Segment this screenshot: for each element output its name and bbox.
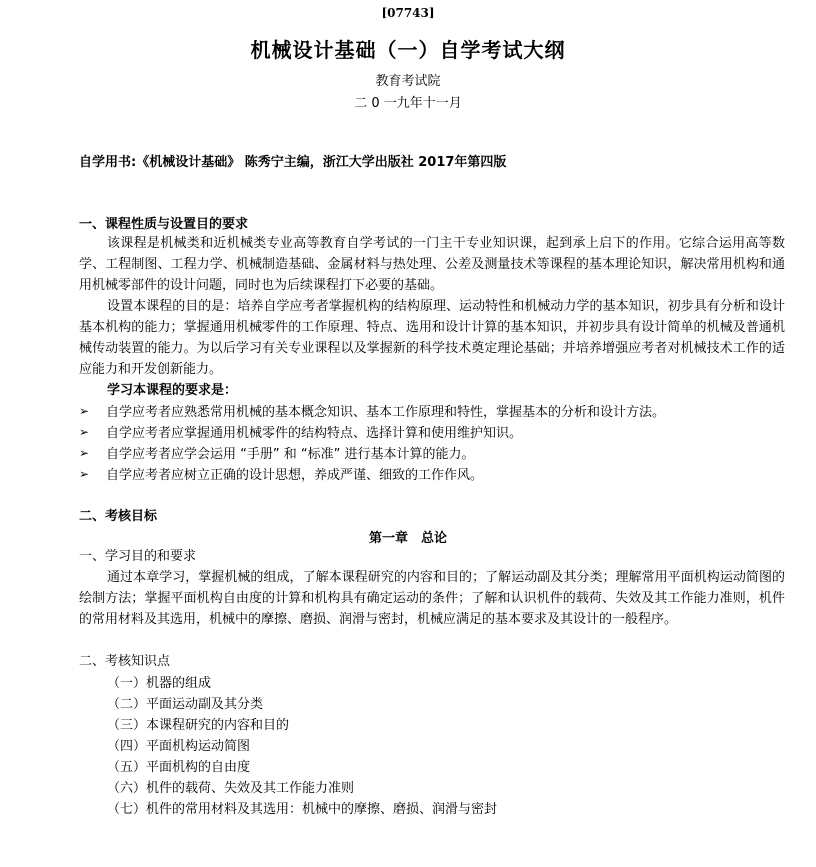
bullet-arrow-icon: ➢ — [79, 424, 90, 439]
bullet-arrow-icon: ➢ — [79, 403, 90, 418]
section1-paragraph-1: 该课程是机械类和近机械类专业高等教育自学考试的一门主干专业知识课，起到承上启下的作用。它综合运用高等数学、工程制图、工程力学、机械制造基础、金属材料与热处理、公差及测量技术等课程的基本理论知识，解决常用机构和通用机械零部件的设计问题，同时也为后续课程打下必要的基础。 — [79, 236, 785, 293]
bullet-text: 自学应考者应树立正确的设计思想，养成严谨、细致的工作作风。 — [106, 468, 484, 483]
sub1-paragraph: 通过本章学习，掌握机械的组成，了解本课程研究的内容和目的；了解运动副及其分类；理解常用平面机构运动简图的绘制方法；掌握平面机构自由度的计算和机构具有确定运动的条件；了解和认识机件的载荷、失效及其工作能力准则，机件的常用材料及其选用，机械中的摩擦、磨损、润滑与密封，机械应满足的基本要求及其设计的一般程序。 — [79, 570, 785, 627]
textbook-line: 自学用书:《机械设计基础》 陈秀宁主编，浙江大学出版社 2017年第四版 — [79, 155, 507, 170]
knowledge-point-item: （四）平面机构运动简图 — [107, 739, 251, 754]
list-item — [79, 464, 483, 483]
bullet-arrow-icon: ➢ — [79, 445, 90, 460]
issuer: 教育考试院 — [375, 74, 441, 89]
issue-date: 二 0 一九年十一月 — [354, 96, 462, 111]
section2-heading: 二、考核目标 — [79, 509, 158, 524]
knowledge-point-item: （一）机器的组成 — [107, 676, 212, 691]
knowledge-point-item: （五）平面机构的自由度 — [107, 760, 251, 775]
bullet-arrow-icon: ➢ — [79, 466, 90, 481]
knowledge-point-item: （二）平面运动副及其分类 — [107, 697, 264, 712]
list-item — [79, 443, 474, 462]
requirements-heading: 学习本课程的要求是： — [107, 383, 238, 398]
knowledge-point-item: （六）机件的载荷、失效及其工作能力准则 — [107, 781, 355, 796]
bullet-text: 自学应考者应熟悉常用机械的基本概念知识、基本工作原理和特性，掌握基本的分析和设计方法。 — [106, 405, 666, 420]
list-item — [79, 401, 665, 420]
sub1-heading: 一、学习目的和要求 — [79, 549, 197, 564]
document-title: 机械设计基础（一）自学考试大纲 — [250, 38, 566, 62]
section1-paragraph-2: 设置本课程的目的是：培养自学应考者掌握机构的结构原理、运动特性和机械动力学的基本知识，初步具有分析和设计基本机构的能力；掌握通用机械零件的工作原理、特点、选用和设计计算的基本知识，并初步具有设计简单的机械及普通机械传动装置的能力。为以后学习有关专业课程以及掌握新的科学技术奠定理论基础；并培养增强应考者对机械技术工作的适应能力和开发创新能力。 — [79, 299, 785, 377]
bullet-text: 自学应考者应学会运用 “手册” 和 “标准” 进行基本计算的能力。 — [106, 447, 475, 462]
section1-heading: 一、课程性质与设置目的要求 — [79, 217, 249, 232]
knowledge-point-item: （三）本课程研究的内容和目的 — [107, 718, 290, 733]
sub2-heading: 二、考核知识点 — [79, 654, 171, 669]
list-item — [79, 422, 522, 441]
chapter-title: 第一章 总论 — [368, 531, 447, 546]
course-code: [07743] — [381, 6, 435, 20]
bullet-text: 自学应考者应掌握通用机械零件的结构特点、选择计算和使用维护知识。 — [106, 426, 523, 441]
knowledge-point-item: （七）机件的常用材料及其选用：机械中的摩擦、磨损、润滑与密封 — [107, 802, 498, 817]
